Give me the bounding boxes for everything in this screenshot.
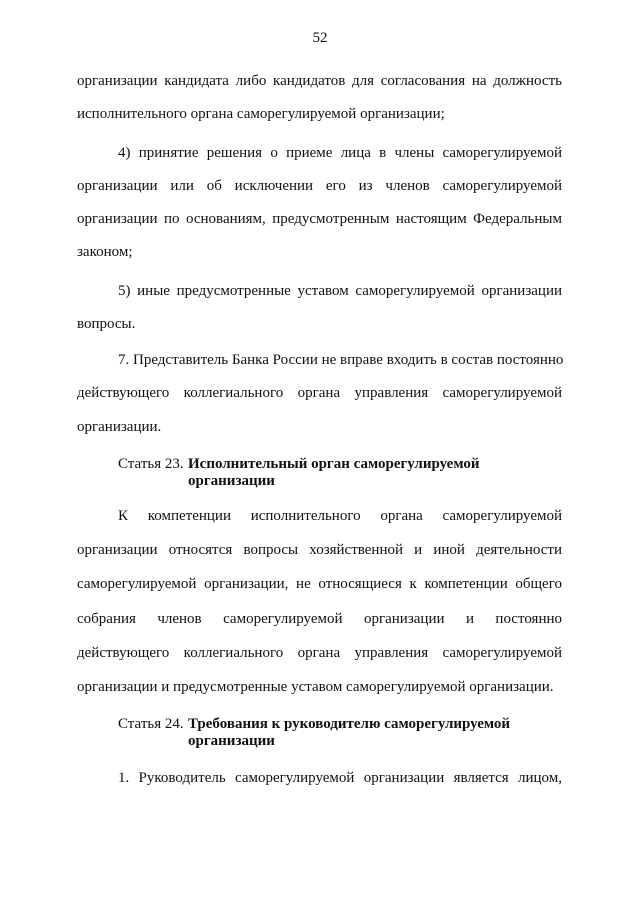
text-line: 4) принятие решения о приеме лица в члены саморегулируемой [118, 145, 562, 161]
page-number: 52 [312, 30, 328, 46]
article-title: Требования к руководителю саморегулируемой [188, 716, 511, 732]
text-line: организации и предусмотренные уставом саморегулируемой организации. [77, 679, 554, 695]
article-title: Исполнительный орган саморегулируемой [188, 456, 480, 472]
text-line: собрания членов саморегулируемой организации и постоянно [77, 611, 562, 627]
article-24-heading [118, 715, 511, 749]
text-line: законом; [77, 244, 133, 260]
article-number: Статья 23. [118, 456, 184, 472]
text-line: организации относятся вопросы хозяйственной и иной деятельности [77, 542, 562, 558]
text-line: саморегулируемой организации, не относящиеся к компетенции общего [77, 576, 562, 592]
text-line: организации или об исключении его из членов саморегулируемой [77, 178, 562, 194]
text-line: исполнительного органа саморегулируемой организации; [77, 106, 445, 122]
text-line: организации по основаниям, предусмотренным настоящим Федеральным [77, 211, 562, 227]
text-line: действующего коллегиального органа управления саморегулируемой [77, 645, 562, 661]
text-line: действующего коллегиального органа управления саморегулируемой [77, 385, 562, 401]
text-line: организации. [77, 419, 162, 435]
article-title-continuation: организации [188, 473, 275, 489]
text-line: вопросы. [77, 316, 136, 332]
text-line: 5) иные предусмотренные уставом саморегулируемой организации [118, 283, 562, 299]
text-line: 7. Представитель Банка России не вправе входить в состав постоянно [118, 352, 564, 368]
article-number: Статья 24. [118, 716, 184, 732]
article-title-continuation: организации [188, 733, 275, 749]
text-line: К компетенции исполнительного органа саморегулируемой [118, 508, 562, 524]
article-23-heading [118, 455, 480, 489]
text-line: организации кандидата либо кандидатов для согласования на должность [77, 73, 562, 89]
text-line: 1. Руководитель саморегулируемой организации является лицом, [118, 770, 562, 786]
